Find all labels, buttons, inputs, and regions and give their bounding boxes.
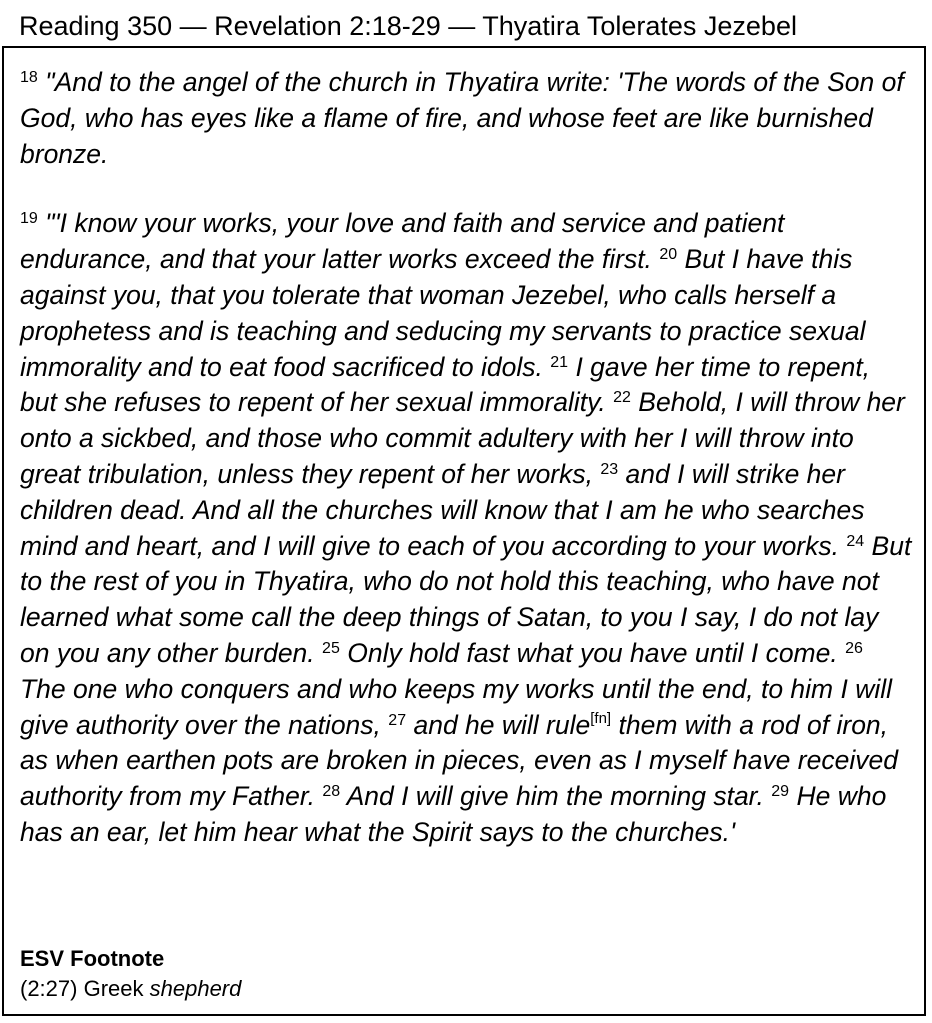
paragraph-1 bbox=[20, 65, 912, 172]
footnote-heading: ESV Footnote bbox=[20, 946, 165, 971]
paragraph-gap bbox=[20, 172, 912, 206]
scripture-passage bbox=[20, 65, 912, 851]
verse-text: "And to the angel of the church in Thyatira write: 'The words of the Son of God, who has eyes like a flame of fire, and whose feet are like burnished bronze. bbox=[20, 67, 904, 169]
verse-text: I gave her time to repent, but she refuses to repent of her sexual immorality. bbox=[20, 351, 871, 418]
paragraph-2 bbox=[20, 206, 912, 850]
verse-number: 18 bbox=[20, 69, 38, 86]
footnote-text bbox=[20, 974, 241, 1004]
verse-text: And I will give him the morning star. bbox=[346, 781, 764, 812]
passage-card bbox=[2, 46, 926, 1016]
footnote-reference: (2:27) Greek bbox=[20, 976, 144, 1001]
verse-number: 22 bbox=[613, 389, 631, 407]
verse-number: 28 bbox=[322, 783, 341, 801]
verse-text: and I will strike her children dead. And all the churches will know that I am he who searches mind and heart, and I will give to each of you according to your works. bbox=[20, 458, 865, 561]
footnote-marker[interactable]: [fn] bbox=[590, 709, 612, 727]
verse-number: 26 bbox=[845, 639, 863, 657]
verse-number: 29 bbox=[771, 783, 790, 801]
verse-text: Only hold fast what you have until I come. bbox=[347, 637, 838, 668]
verse-number: 23 bbox=[600, 460, 619, 478]
verse-number: 21 bbox=[550, 353, 569, 371]
verse-text: But I have this against you, that you tolerate that woman Jezebel, who calls herself a prophetess and is teaching and seducing my servants to practice sexual immorality and to eat food sacrificed to idols. bbox=[20, 244, 866, 382]
verse-text: The one who conquers and who keeps my works until the end, to him I will give authority over the nations, bbox=[20, 673, 893, 740]
verse-number: 24 bbox=[846, 532, 865, 550]
verse-text: But to the rest of you in Thyatira, who do not hold this teaching, who have not learned what some call the deep things of Satan, to you I say, I do not lay on you any other burden. bbox=[20, 530, 912, 668]
verse-text: them with a rod of iron, as when earthen pots are broken in pieces, even as I myself have received authority from my Father. bbox=[20, 709, 898, 812]
verse-text: He who has an ear, let him hear what the Spirit says to the churches.' bbox=[20, 781, 887, 847]
footnote-section bbox=[20, 944, 241, 1004]
footnote-word: shepherd bbox=[149, 976, 242, 1001]
page-title: Reading 350 — Revelation 2:18-29 — Thyatira Tolerates Jezebel bbox=[19, 11, 797, 41]
verse-number: 19 bbox=[20, 210, 38, 228]
verse-number: 25 bbox=[322, 639, 340, 657]
verse-text: Behold, I will throw her onto a sickbed, and those who commit adultery with her I will throw into great tribulation, unless they repent of her works, bbox=[20, 387, 905, 489]
verse-number: 27 bbox=[388, 711, 407, 729]
verse-number: 20 bbox=[659, 246, 678, 264]
verse-text: and he will rule bbox=[413, 709, 591, 740]
verse-text: "'I know your works, your love and faith and service and patient endurance, and that your latter works exceed the first. bbox=[20, 208, 785, 275]
